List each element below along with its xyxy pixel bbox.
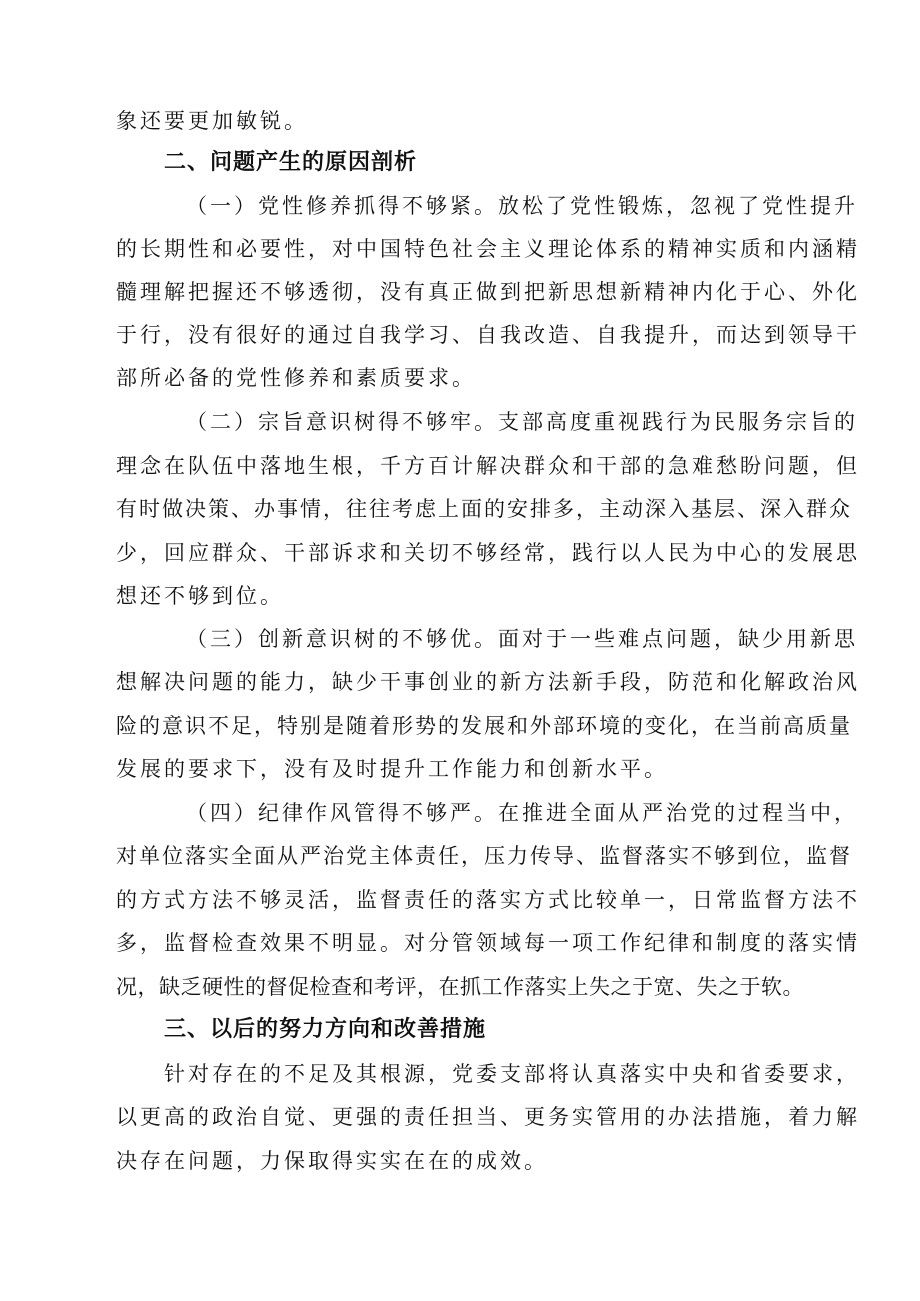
paragraph-one-line: 部所必备的党性修养和素质要求。 — [116, 366, 476, 390]
section-heading-three: 三、以后的努力方向和改善措施 — [164, 1017, 487, 1042]
paragraph-two-line: 有时做决策、办事情，往往考虑上面的安排多，主动深入基层、深入群众 — [116, 497, 852, 521]
paragraph-two-line: 想还不够到位。 — [116, 584, 284, 608]
paragraph-one-line: （一）党性修养抓得不够紧。放松了党性锻炼，忽视了党性提升 — [186, 194, 858, 218]
paragraph-three-line: 险的意识不足，特别是随着形势的发展和外部环境的变化，在当前高质量 — [116, 714, 852, 738]
paragraph-two-line: 理念在队伍中落地生根，千方百计解决群众和干部的急难愁盼问题，但 — [116, 454, 860, 478]
paragraph-five-line: 以更高的政治自觉、更强的责任担当、更务实管用的办法措施，着力解 — [116, 1105, 860, 1129]
paragraph-three-line: 发展的要求下，没有及时提升工作能力和创新水平。 — [116, 757, 668, 781]
paragraph-three-line: 想解决问题的能力，缺少干事创业的新方法新手段，防范和化解政治风 — [116, 670, 860, 694]
section-heading-two: 二、问题产生的原因剖析 — [164, 150, 418, 175]
paragraph-five-line: 针对存在的不足及其根源，党委支部将认真落实中央和省委要求， — [164, 1062, 860, 1086]
paragraph-three-line: （三）创新意识树的不够优。面对于一些难点问题，缺少用新思 — [186, 627, 858, 651]
paragraph-one-line: 于行，没有很好的通过自我学习、自我改造、自我提升，而达到领导干 — [116, 323, 860, 347]
paragraph-one-line: 的长期性和必要性，对中国特色社会主义理论体系的精神实质和内涵精 — [116, 237, 860, 261]
paragraph-one-line: 髓理解把握还不够透彻，没有真正做到把新思想新精神内化于心、外化 — [116, 280, 860, 304]
paragraph-two-line: 少，回应群众、干部诉求和关切不够经常，践行以人民为中心的发展思 — [116, 541, 860, 565]
paragraph-four-line: 多，监督检查效果不明显。对分管领域每一项工作纪律和制度的落实情 — [116, 931, 860, 955]
paragraph-four-line: 的方式方法不够灵活，监督责任的落实方式比较单一，日常监督方法不 — [116, 888, 860, 912]
paragraph-four-line: （四）纪律作风管得不够严。在推进全面从严治党的过程当中， — [186, 801, 858, 825]
paragraph-five-line: 决存在问题，力保取得实实在在的成效。 — [116, 1149, 548, 1173]
text-line: 象还要更加敏锐。 — [116, 109, 308, 133]
paragraph-four-line: 况，缺乏硬性的督促检查和考评，在抓工作落实上失之于宽、失之于软。 — [116, 975, 804, 999]
paragraph-four-line: 对单位落实全面从严治党主体责任，压力传导、监督落实不够到位，监督 — [116, 844, 852, 868]
paragraph-two-line: （二）宗旨意识树得不够牢。支部高度重视践行为民服务宗旨的 — [186, 410, 858, 434]
